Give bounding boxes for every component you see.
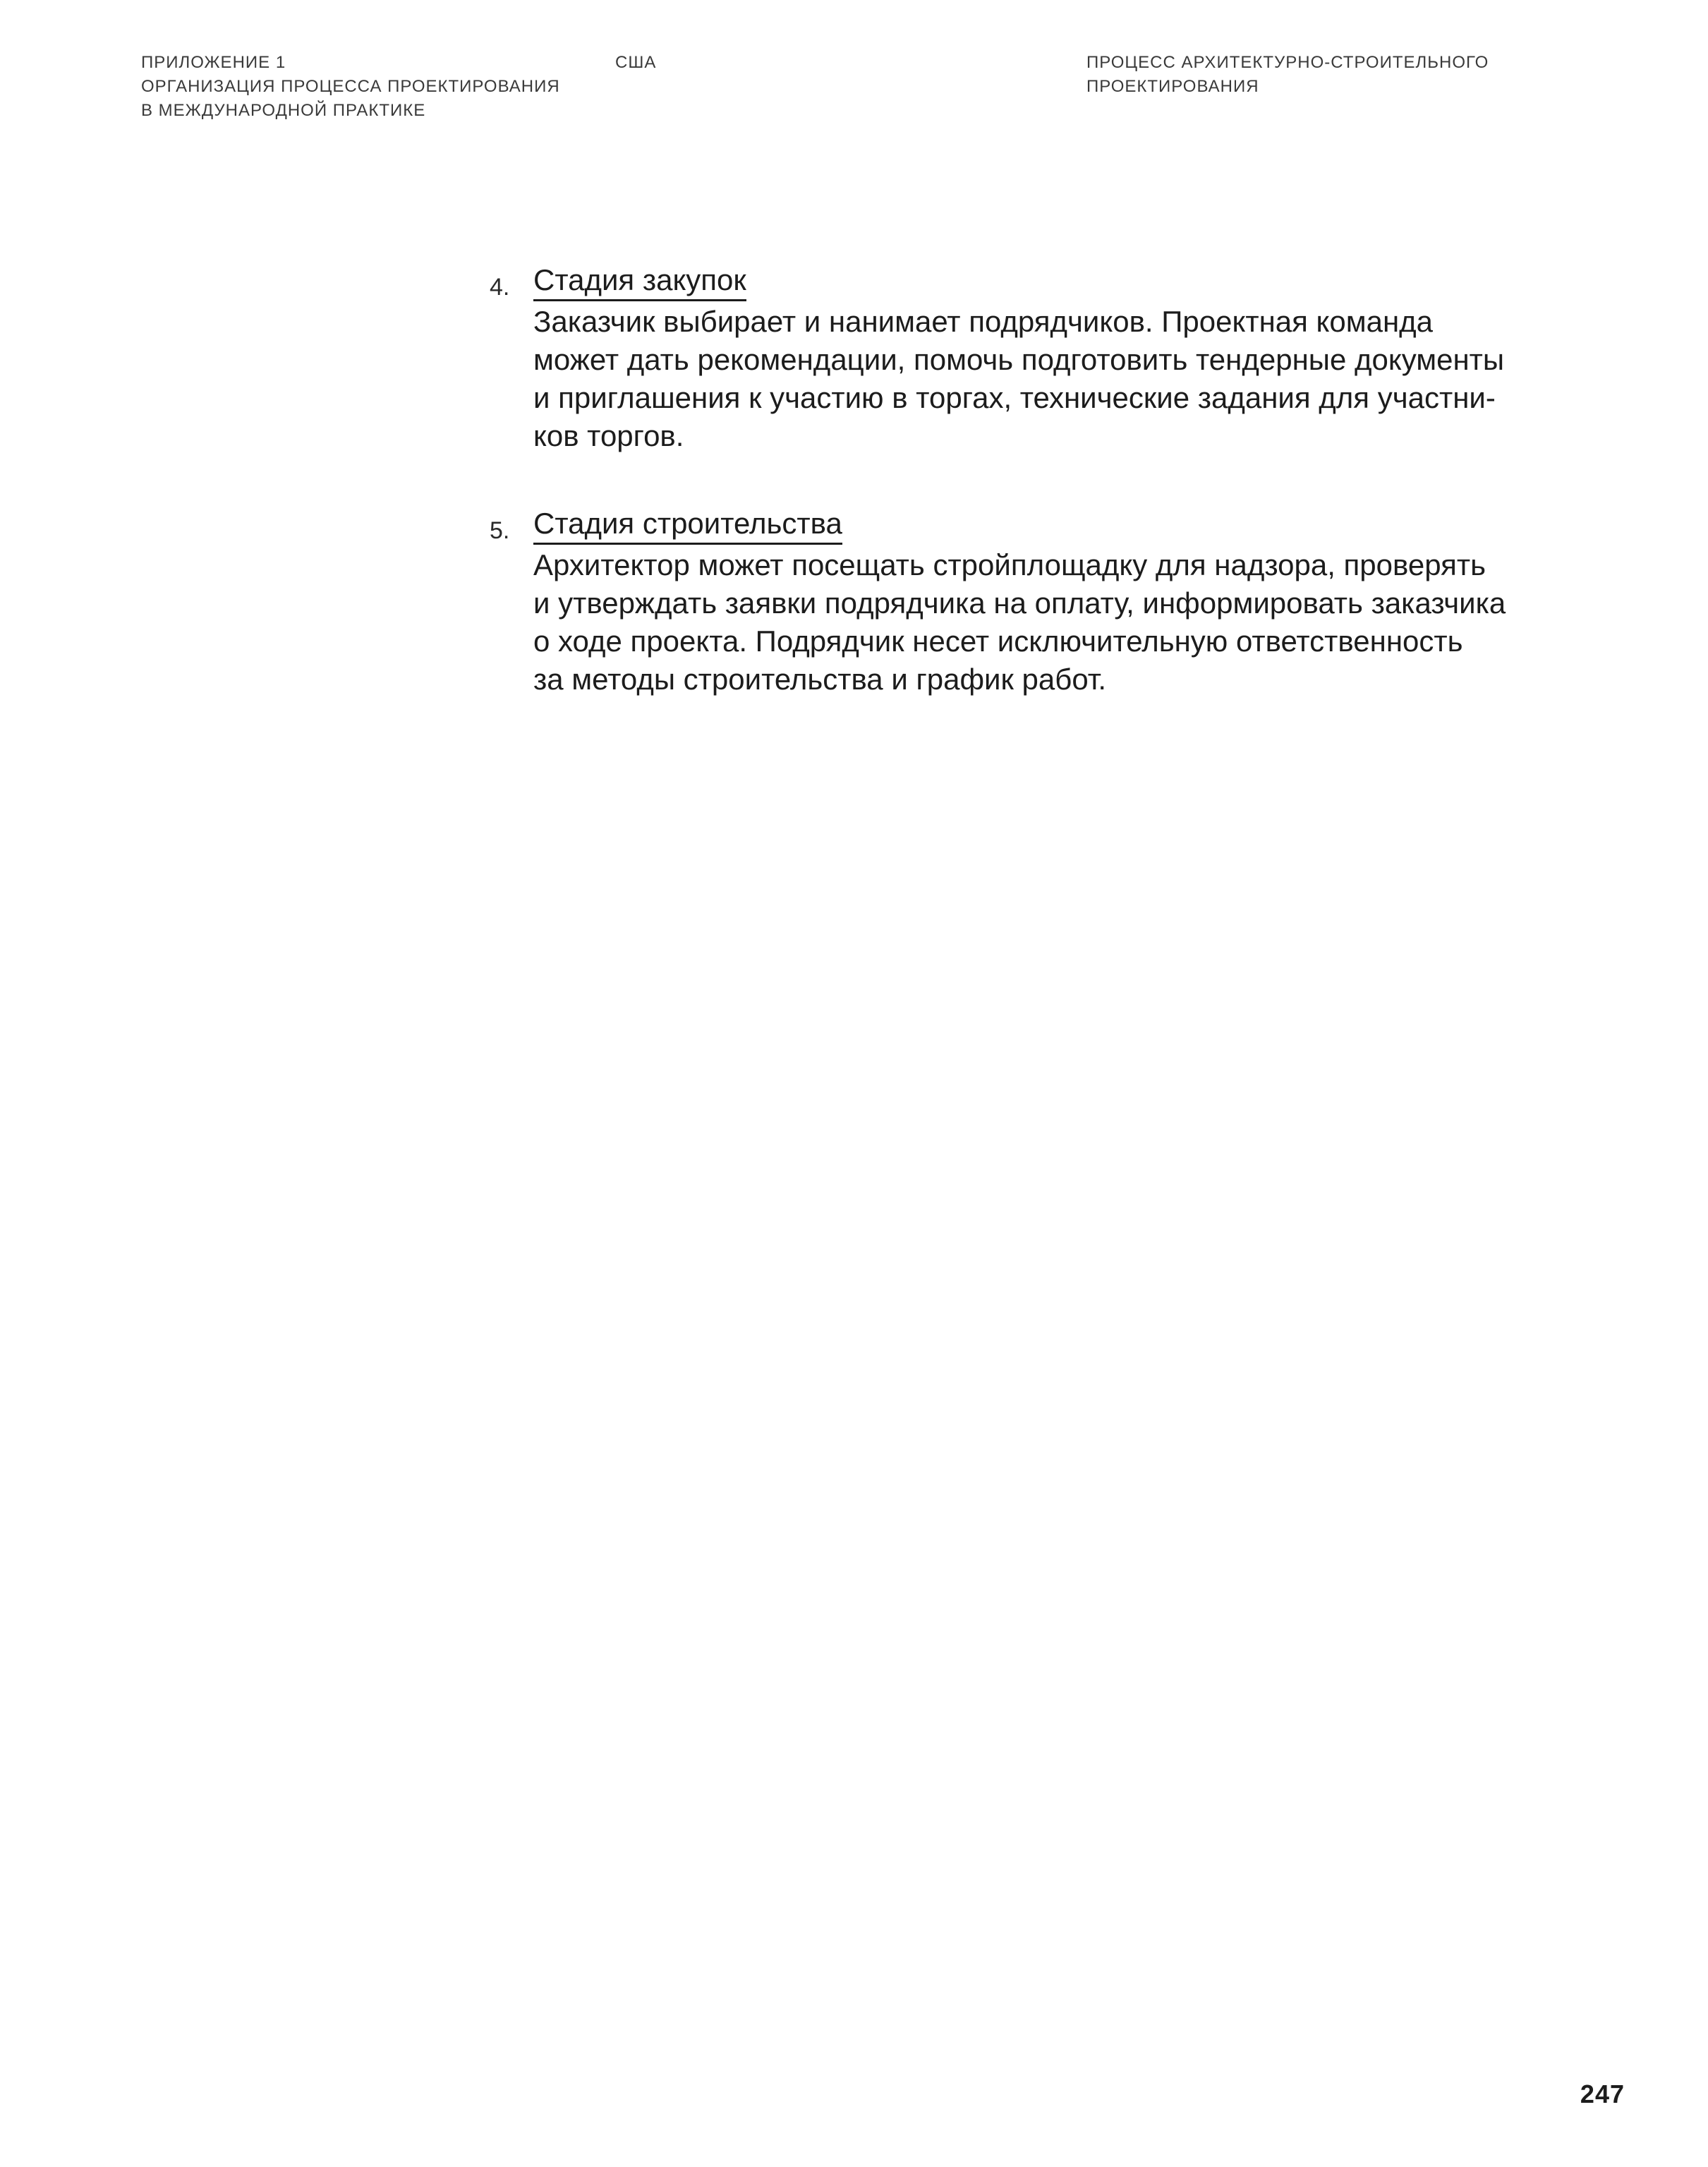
body-line: за методы строительства и график работ.: [533, 663, 1107, 696]
body-line: и приглашения к участию в торгах, технические задания для участни-: [533, 381, 1496, 414]
item-number: 4.: [490, 274, 510, 301]
body-line: Заказчик выбирает и нанимает подрядчиков. Проектная команда: [533, 305, 1434, 338]
running-head-center: [615, 51, 656, 75]
main-content: [490, 261, 1548, 748]
running-head-right: [1086, 51, 1489, 99]
item-body: [533, 303, 1548, 455]
body-line: и утверждать заявки подрядчика на оплату, информировать заказчика: [533, 586, 1506, 620]
body-line: о ходе проекта. Подрядчик несет исключительную ответственность: [533, 624, 1463, 658]
running-head-line: ОРГАНИЗАЦИЯ ПРОЦЕССА ПРОЕКТИРОВАНИЯ: [141, 77, 560, 96]
running-head-line: В МЕЖДУНАРОДНОЙ ПРАКТИКЕ: [141, 101, 426, 120]
body-line: Архитектор может посещать стройплощадку для надзора, проверять: [533, 548, 1486, 581]
running-head-left: [141, 51, 560, 123]
list-item-stage-4: [490, 261, 1548, 455]
page-number: 247: [1580, 2080, 1625, 2108]
body-line: ков торгов.: [533, 419, 684, 452]
item-body: [533, 546, 1548, 699]
item-title: Стадия строительства: [533, 505, 842, 545]
running-head-line: ПРОЦЕСС АРХИТЕКТУРНО-СТРОИТЕЛЬНОГО: [1086, 53, 1489, 72]
item-title: Стадия закупок: [533, 261, 746, 301]
item-number: 5.: [490, 517, 510, 544]
running-head-line: ПРОЕКТИРОВАНИЯ: [1086, 77, 1259, 96]
body-line: может дать рекомендации, помочь подготовить тендерные документы: [533, 343, 1505, 376]
running-head-line: США: [615, 53, 657, 72]
running-head-line: ПРИЛОЖЕНИЕ 1: [141, 53, 286, 72]
list-item-stage-5: [490, 505, 1548, 699]
